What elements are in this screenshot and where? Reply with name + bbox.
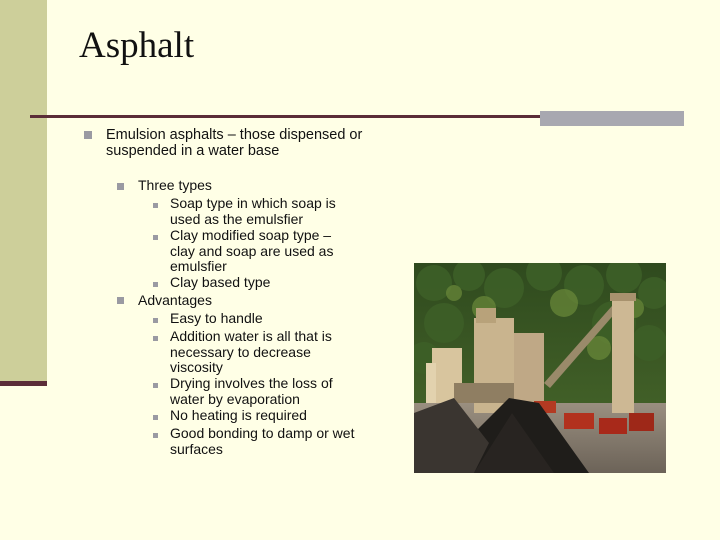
- bullet-no-heating: No heating is required: [170, 407, 307, 423]
- bullet-square-icon: [153, 383, 158, 388]
- bullet-addition-water: Addition water is all that is necessary to decrease viscosity: [170, 328, 332, 375]
- bullet-square-icon: [117, 297, 124, 304]
- bullet-clay-based-type: Clay based type: [170, 274, 271, 290]
- slide-title: Asphalt: [79, 25, 195, 66]
- asphalt-plant-photo: [414, 263, 666, 473]
- bullet-square-icon: [153, 415, 158, 420]
- bullet-square-icon: [153, 336, 158, 341]
- bullet-square-icon: [153, 433, 158, 438]
- bullet-square-icon: [153, 235, 158, 240]
- left-decor-base-line: [0, 381, 47, 386]
- bullet-advantages: Advantages: [138, 292, 212, 308]
- title-divider-line: [30, 115, 540, 118]
- bullet-square-icon: [117, 183, 124, 190]
- bullet-square-icon: [84, 131, 92, 139]
- bullet-soap-type: Soap type in which soap is used as the emulsfier: [170, 195, 336, 227]
- left-decor-band: [0, 0, 47, 386]
- title-divider-accent: [540, 111, 684, 126]
- bullet-easy-to-handle: Easy to handle: [170, 310, 263, 326]
- bullet-emulsion-asphalts: Emulsion asphalts – those dispensed or suspended in a water base: [106, 127, 363, 159]
- bullet-good-bonding: Good bonding to damp or wet surfaces: [170, 425, 355, 457]
- bullet-square-icon: [153, 282, 158, 287]
- bullet-clay-modified-soap-type: Clay modified soap type – clay and soap are used as emulsfier: [170, 227, 334, 274]
- bullet-three-types: Three types: [138, 177, 212, 193]
- bullet-square-icon: [153, 318, 158, 323]
- bullet-square-icon: [153, 203, 158, 208]
- bullet-drying-evaporation: Drying involves the loss of water by evaporation: [170, 375, 333, 407]
